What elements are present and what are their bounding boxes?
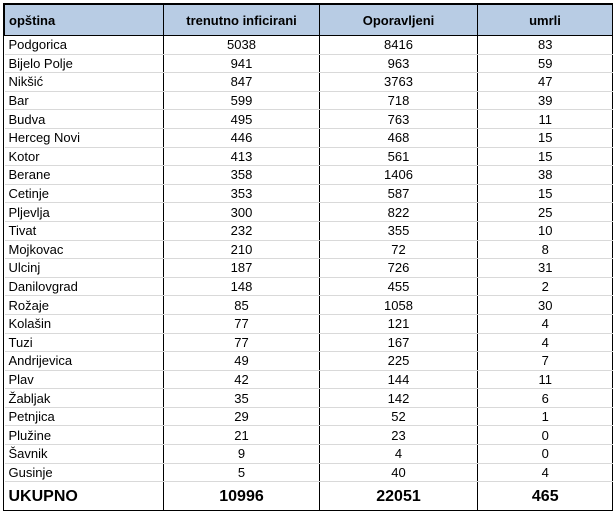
infected-cell: 9 (164, 445, 320, 464)
header-row (5, 5, 613, 36)
infected-cell: 21 (164, 426, 320, 445)
recovered-cell: 72 (320, 240, 478, 259)
recovered-cell: 40 (320, 463, 478, 482)
table-body (5, 36, 613, 482)
table-row (5, 128, 613, 147)
deceased-cell: 11 (478, 370, 613, 389)
deceased-cell: 39 (478, 91, 613, 110)
table-row (5, 259, 613, 278)
recovered-cell: 718 (320, 91, 478, 110)
deceased-cell: 11 (478, 110, 613, 129)
infected-cell: 353 (164, 184, 320, 203)
infected-cell: 5 (164, 463, 320, 482)
recovered-cell: 52 (320, 407, 478, 426)
municipality-cell: Budva (5, 110, 164, 129)
infected-cell: 495 (164, 110, 320, 129)
deceased-cell: 6 (478, 389, 613, 408)
deceased-cell: 4 (478, 314, 613, 333)
infected-cell: 358 (164, 166, 320, 185)
total-deceased: 465 (478, 482, 613, 511)
recovered-cell: 3763 (320, 73, 478, 92)
recovered-cell: 822 (320, 203, 478, 222)
municipality-cell: Ulcinj (5, 259, 164, 278)
municipality-cell: Nikšić (5, 73, 164, 92)
recovered-cell: 167 (320, 333, 478, 352)
infected-cell: 232 (164, 221, 320, 240)
deceased-cell: 1 (478, 407, 613, 426)
recovered-cell: 225 (320, 352, 478, 371)
recovered-cell: 455 (320, 277, 478, 296)
table-row (5, 445, 613, 464)
recovered-cell: 355 (320, 221, 478, 240)
deceased-cell: 2 (478, 277, 613, 296)
infected-cell: 210 (164, 240, 320, 259)
infected-cell: 847 (164, 73, 320, 92)
municipality-cell: Kolašin (5, 314, 164, 333)
municipality-cell: Žabljak (5, 389, 164, 408)
table-row (5, 91, 613, 110)
deceased-cell: 38 (478, 166, 613, 185)
table-row (5, 221, 613, 240)
recovered-cell: 468 (320, 128, 478, 147)
infected-cell: 49 (164, 352, 320, 371)
table-row (5, 166, 613, 185)
recovered-cell: 726 (320, 259, 478, 278)
municipality-cell: Plužine (5, 426, 164, 445)
municipality-cell: Danilovgrad (5, 277, 164, 296)
table-row (5, 184, 613, 203)
municipality-cell: Mojkovac (5, 240, 164, 259)
deceased-cell: 10 (478, 221, 613, 240)
recovered-cell: 561 (320, 147, 478, 166)
table-row (5, 314, 613, 333)
infected-cell: 446 (164, 128, 320, 147)
recovered-cell: 8416 (320, 36, 478, 55)
recovered-cell: 963 (320, 54, 478, 73)
table-row (5, 463, 613, 482)
infected-cell: 187 (164, 259, 320, 278)
table-row (5, 73, 613, 92)
table-row (5, 147, 613, 166)
recovered-cell: 121 (320, 314, 478, 333)
infected-cell: 35 (164, 389, 320, 408)
table-row (5, 426, 613, 445)
municipality-cell: Bijelo Polje (5, 54, 164, 73)
deceased-cell: 31 (478, 259, 613, 278)
recovered-cell: 144 (320, 370, 478, 389)
infected-cell: 941 (164, 54, 320, 73)
municipality-table (4, 4, 613, 510)
table-row (5, 36, 613, 55)
municipality-cell: Petnjica (5, 407, 164, 426)
covid-stats-sheet (3, 3, 613, 511)
table-row (5, 203, 613, 222)
deceased-cell: 83 (478, 36, 613, 55)
deceased-cell: 25 (478, 203, 613, 222)
deceased-cell: 7 (478, 352, 613, 371)
infected-cell: 599 (164, 91, 320, 110)
municipality-cell: Berane (5, 166, 164, 185)
municipality-cell: Pljevlja (5, 203, 164, 222)
table-row (5, 277, 613, 296)
municipality-cell: Tivat (5, 221, 164, 240)
municipality-cell: Plav (5, 370, 164, 389)
deceased-cell: 15 (478, 184, 613, 203)
municipality-cell: Andrijevica (5, 352, 164, 371)
deceased-cell: 15 (478, 147, 613, 166)
table-row (5, 54, 613, 73)
infected-cell: 42 (164, 370, 320, 389)
recovered-cell: 763 (320, 110, 478, 129)
header-municipality: opština (5, 5, 164, 36)
deceased-cell: 47 (478, 73, 613, 92)
header-recovered: Oporavljeni (320, 5, 478, 36)
municipality-cell: Gusinje (5, 463, 164, 482)
municipality-cell: Cetinje (5, 184, 164, 203)
deceased-cell: 59 (478, 54, 613, 73)
deceased-cell: 8 (478, 240, 613, 259)
infected-cell: 148 (164, 277, 320, 296)
infected-cell: 5038 (164, 36, 320, 55)
table-row (5, 389, 613, 408)
municipality-cell: Tuzi (5, 333, 164, 352)
total-row (5, 482, 613, 511)
deceased-cell: 4 (478, 463, 613, 482)
table-row (5, 333, 613, 352)
table-row (5, 407, 613, 426)
total-recovered: 22051 (320, 482, 478, 511)
infected-cell: 77 (164, 333, 320, 352)
header-deceased: umrli (478, 5, 613, 36)
infected-cell: 413 (164, 147, 320, 166)
infected-cell: 77 (164, 314, 320, 333)
table-row (5, 370, 613, 389)
table-row (5, 110, 613, 129)
municipality-cell: Rožaje (5, 296, 164, 315)
deceased-cell: 15 (478, 128, 613, 147)
recovered-cell: 142 (320, 389, 478, 408)
deceased-cell: 30 (478, 296, 613, 315)
municipality-cell: Bar (5, 91, 164, 110)
infected-cell: 300 (164, 203, 320, 222)
recovered-cell: 1406 (320, 166, 478, 185)
infected-cell: 85 (164, 296, 320, 315)
municipality-cell: Kotor (5, 147, 164, 166)
recovered-cell: 23 (320, 426, 478, 445)
municipality-cell: Herceg Novi (5, 128, 164, 147)
municipality-cell: Podgorica (5, 36, 164, 55)
municipality-cell: Šavnik (5, 445, 164, 464)
table-row (5, 296, 613, 315)
total-label: UKUPNO (5, 482, 164, 511)
total-currently-infected: 10996 (164, 482, 320, 511)
deceased-cell: 4 (478, 333, 613, 352)
recovered-cell: 4 (320, 445, 478, 464)
table-row (5, 352, 613, 371)
infected-cell: 29 (164, 407, 320, 426)
deceased-cell: 0 (478, 445, 613, 464)
deceased-cell: 0 (478, 426, 613, 445)
header-currently-infected: trenutno inficirani (164, 5, 320, 36)
recovered-cell: 587 (320, 184, 478, 203)
table-row (5, 240, 613, 259)
recovered-cell: 1058 (320, 296, 478, 315)
